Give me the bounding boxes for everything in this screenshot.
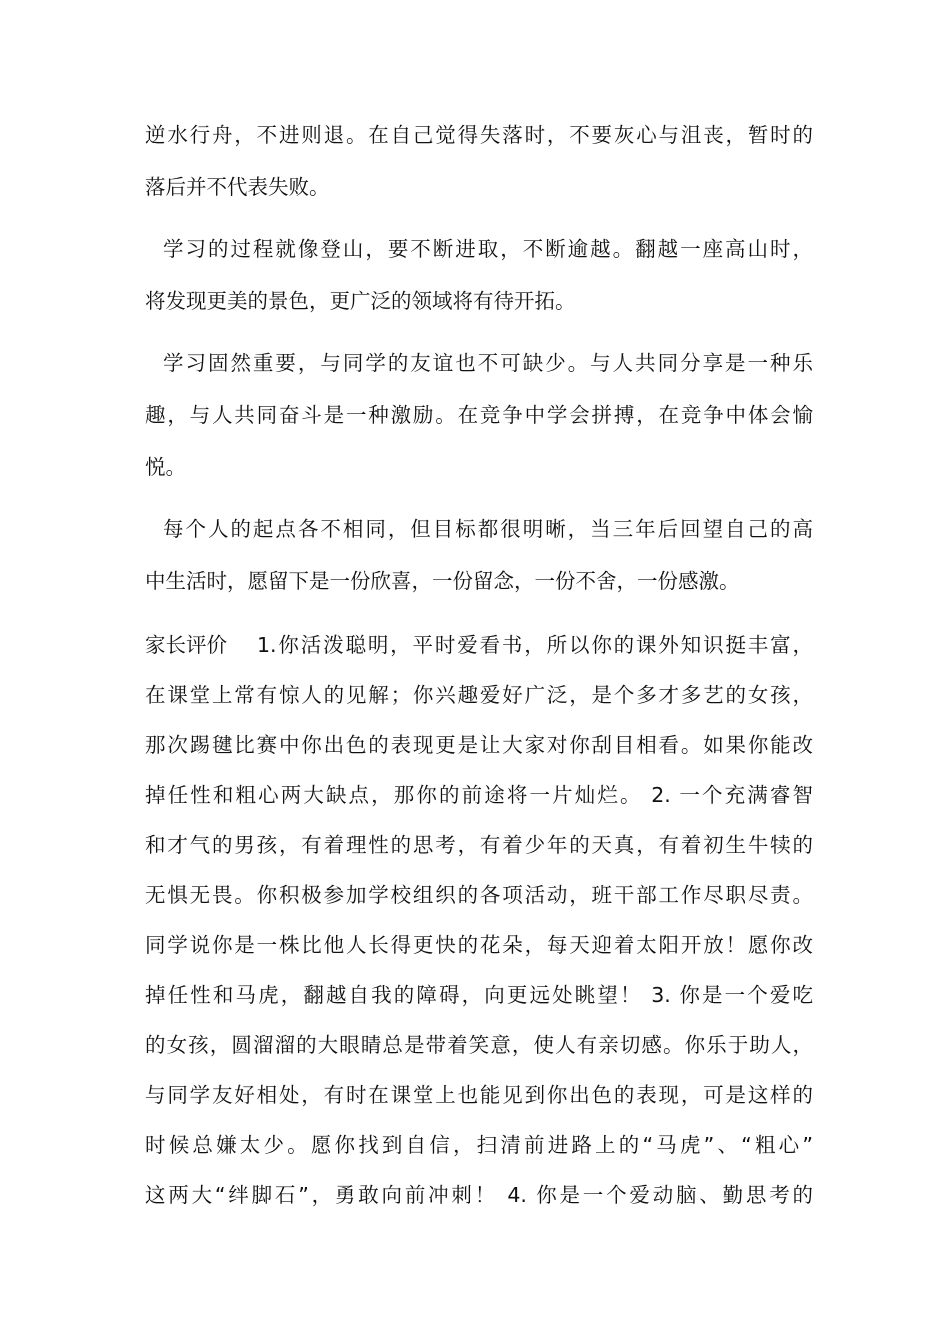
parent-review-line-6: 无惧无畏。你积极参加学校组织的各项活动，班干部工作尽职尽责。: [145, 883, 813, 907]
paragraph-1-line-1: 逆水行舟，不进则退。在自己觉得失落时，不要灰心与沮丧，暂时的: [145, 123, 813, 147]
parent-review-line-9: 的女孩，圆溜溜的大眼睛总是带着笑意，使人有亲切感。你乐于助人，: [145, 1033, 813, 1057]
parent-review-line-11: 时候总嫌太少。愿你找到自信，扫清前进路上的“马虎”、“粗心”: [145, 1133, 813, 1157]
parent-review-line-4: 掉任性和粗心两大缺点，那你的前途将一片灿烂。 2. 一个充满睿智: [145, 783, 813, 807]
parent-review-line-2: 在课堂上常有惊人的见解；你兴趣爱好广泛，是个多才多艺的女孩，: [145, 683, 813, 707]
paragraph-2-line-2: 将发现更美的景色，更广泛的领域将有待开拓。: [145, 289, 576, 313]
paragraph-3-line-3: 悦。: [145, 455, 186, 479]
parent-review-line-10: 与同学友好相处，有时在课堂上也能见到你出色的表现，可是这样的: [145, 1083, 813, 1107]
paragraph-3-line-2: 趣，与人共同奋斗是一种激励。在竞争中学会拼搏，在竞争中体会愉: [145, 403, 813, 427]
parent-review-line-8: 掉任性和马虎，翻越自我的障碍，向更远处眺望！ 3. 你是一个爱吃: [145, 983, 813, 1007]
parent-review-line-3: 那次踢毽比赛中你出色的表现更是让大家对你刮目相看。如果你能改: [145, 733, 813, 757]
parent-review-line-5: 和才气的男孩，有着理性的思考，有着少年的天真，有着初生牛犊的: [145, 833, 813, 857]
parent-review-line-7: 同学说你是一株比他人长得更快的花朵，每天迎着太阳开放！愿你改: [145, 933, 813, 957]
parent-review-line-1: 1.你活泼聪明，平时爱看书，所以你的课外知识挺丰富，: [257, 633, 813, 657]
paragraph-2-line-1: 学习的过程就像登山，要不断进取，不断逾越。翻越一座高山时，: [163, 237, 813, 261]
parent-review-line-12: 这两大“绊脚石”，勇敢向前冲刺！ 4. 你是一个爱动脑、勤思考的: [145, 1183, 813, 1207]
paragraph-4-line-1: 每个人的起点各不相同，但目标都很明晰，当三年后回望自己的高: [163, 517, 813, 541]
paragraph-3-line-1: 学习固然重要，与同学的友谊也不可缺少。与人共同分享是一种乐: [163, 351, 813, 375]
parent-review-first-line: [145, 631, 813, 659]
paragraph-4-line-2: 中生活时，愿留下是一份欣喜，一份留念，一份不舍，一份感激。: [145, 569, 740, 593]
parent-review-label: 家长评价: [145, 633, 227, 657]
paragraph-1-line-2: 落后并不代表失败。: [145, 175, 330, 199]
